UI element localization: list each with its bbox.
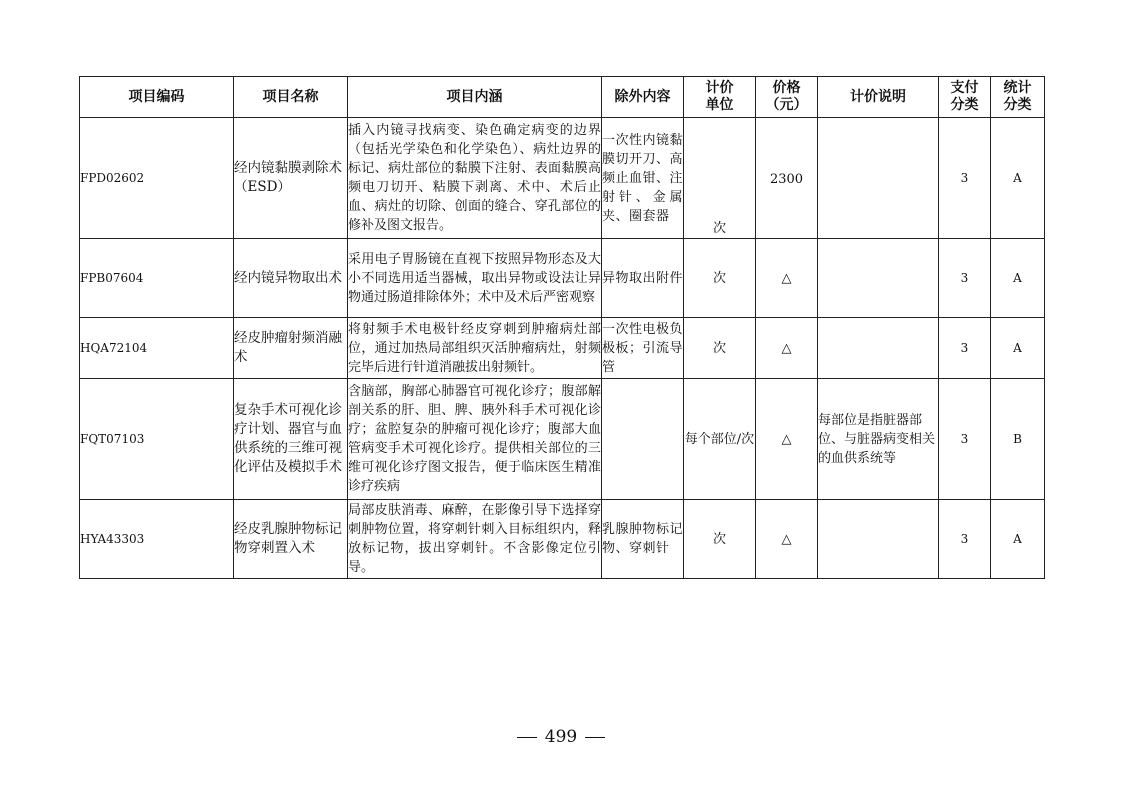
cell-stat: B bbox=[991, 379, 1045, 500]
cell-code: HYA43303 bbox=[80, 500, 234, 579]
header-unit bbox=[684, 77, 756, 118]
cell-note bbox=[818, 118, 939, 239]
cell-code: FQT07103 bbox=[80, 379, 234, 500]
header-text: 项目名称 bbox=[262, 88, 319, 105]
table-body bbox=[80, 118, 1045, 579]
cell-note bbox=[818, 500, 939, 579]
cell-name: 经皮肿瘤射频消融术 bbox=[234, 318, 348, 379]
header-text: 单位 bbox=[705, 97, 734, 113]
header-excluded bbox=[602, 77, 684, 118]
cell-description: 将射频手术电极针经皮穿刺到肿瘤病灶部位，通过加热局部组织灭活肿瘤病灶，射频完毕后进行针道消融拔出射频针。 bbox=[348, 318, 602, 379]
cell-description: 插入内镜寻找病变、染色确定病变的边界（包括光学染色和化学染色）、病灶边界的标记、病灶部位的黏膜下注射、表面黏膜高频电刀切开、粘膜下剥离、术中、术后止血、病灶的切除、创面的缝合、穿孔部位的修补及图文报告。 bbox=[348, 118, 602, 239]
cell-payment: 3 bbox=[939, 379, 991, 500]
cell-stat: A bbox=[991, 500, 1045, 579]
cell-unit: 每个部位/次 bbox=[684, 379, 756, 500]
cell-description: 局部皮肤消毒、麻醉，在影像引导下选择穿刺肿物位置，将穿刺针刺入目标组织内，释放标记物，拔出穿刺针。不含影像定位引导。 bbox=[348, 500, 602, 579]
header-text: 项目内涵 bbox=[446, 88, 503, 105]
header-text: 支付 bbox=[950, 80, 979, 96]
cell-payment: 3 bbox=[939, 500, 991, 579]
cell-stat: A bbox=[991, 118, 1045, 239]
cell-note bbox=[818, 318, 939, 379]
cell-price: △ bbox=[756, 500, 818, 579]
header-note bbox=[818, 77, 939, 118]
cell-unit: 次 bbox=[684, 239, 756, 318]
header-description bbox=[348, 77, 602, 118]
cell-stat: A bbox=[991, 318, 1045, 379]
dash-left-icon bbox=[517, 737, 537, 738]
page-number bbox=[0, 727, 1122, 747]
cell-payment: 3 bbox=[939, 239, 991, 318]
header-text: 项目编码 bbox=[128, 88, 185, 105]
fee-table bbox=[79, 76, 1045, 579]
header-text: （元） bbox=[765, 97, 808, 113]
cell-unit: 次 bbox=[684, 500, 756, 579]
cell-price: 2300 bbox=[756, 118, 818, 239]
header-text: 统计 bbox=[1003, 80, 1032, 96]
cell-code: FPD02602 bbox=[80, 118, 234, 239]
header-name bbox=[234, 77, 348, 118]
table-row bbox=[80, 379, 1045, 500]
cell-name: 经皮乳腺肿物标记物穿刺置入术 bbox=[234, 500, 348, 579]
cell-excluded bbox=[602, 379, 684, 500]
table-row bbox=[80, 239, 1045, 318]
header-text: 分类 bbox=[950, 97, 979, 113]
table-row bbox=[80, 118, 1045, 239]
cell-unit: 次 bbox=[684, 118, 756, 239]
cell-payment: 3 bbox=[939, 318, 991, 379]
cell-name: 经内镜黏膜剥除术（ESD） bbox=[234, 118, 348, 239]
header-price bbox=[756, 77, 818, 118]
table-row bbox=[80, 318, 1045, 379]
page-number-text: 499 bbox=[544, 727, 578, 747]
header-text: 价格 bbox=[772, 80, 801, 96]
cell-stat: A bbox=[991, 239, 1045, 318]
header-stat bbox=[991, 77, 1045, 118]
table-header-row bbox=[80, 77, 1045, 118]
cell-price: △ bbox=[756, 239, 818, 318]
cell-excluded: 一次性电极负极板；引流导管 bbox=[602, 318, 684, 379]
cell-note: 每部位是指脏器部位、与脏器病变相关的血供系统等 bbox=[818, 379, 939, 500]
header-text: 除外内容 bbox=[614, 88, 671, 105]
cell-excluded: 乳腺肿物标记物、穿刺针 bbox=[602, 500, 684, 579]
table-row bbox=[80, 500, 1045, 579]
cell-description: 采用电子胃肠镜在直视下按照异物形态及大小不同选用适当器械，取出异物或设法让异物通过肠道排除体外；术中及术后严密观察 bbox=[348, 239, 602, 318]
cell-excluded: 异物取出附件 bbox=[602, 239, 684, 318]
header-code bbox=[80, 77, 234, 118]
header-text: 计价 bbox=[705, 80, 734, 96]
header-payment bbox=[939, 77, 991, 118]
cell-payment: 3 bbox=[939, 118, 991, 239]
cell-excluded: 一次性内镜黏膜切开刀、高频止血钳、注射针、金属夹、圈套器 bbox=[602, 118, 684, 239]
dash-right-icon bbox=[585, 737, 605, 738]
cell-description: 含脑部，胸部心肺器官可视化诊疗；腹部解剖关系的肝、胆、脾、胰外科手术可视化诊疗；盆腔复杂的肿瘤可视化诊疗；腹部大血管病变手术可视化诊疗。提供相关部位的三维可视化诊疗图文报告，便于临床医生精准诊疗疾病 bbox=[348, 379, 602, 500]
cell-name: 经内镜异物取出术 bbox=[234, 239, 348, 318]
cell-price: △ bbox=[756, 379, 818, 500]
header-text: 计价说明 bbox=[850, 88, 906, 105]
cell-note bbox=[818, 239, 939, 318]
header-text: 分类 bbox=[1003, 97, 1032, 113]
cell-code: FPB07604 bbox=[80, 239, 234, 318]
cell-name: 复杂手术可视化诊疗计划、器官与血供系统的三维可视化评估及模拟手术 bbox=[234, 379, 348, 500]
cell-price: △ bbox=[756, 318, 818, 379]
cell-unit: 次 bbox=[684, 318, 756, 379]
cell-code: HQA72104 bbox=[80, 318, 234, 379]
